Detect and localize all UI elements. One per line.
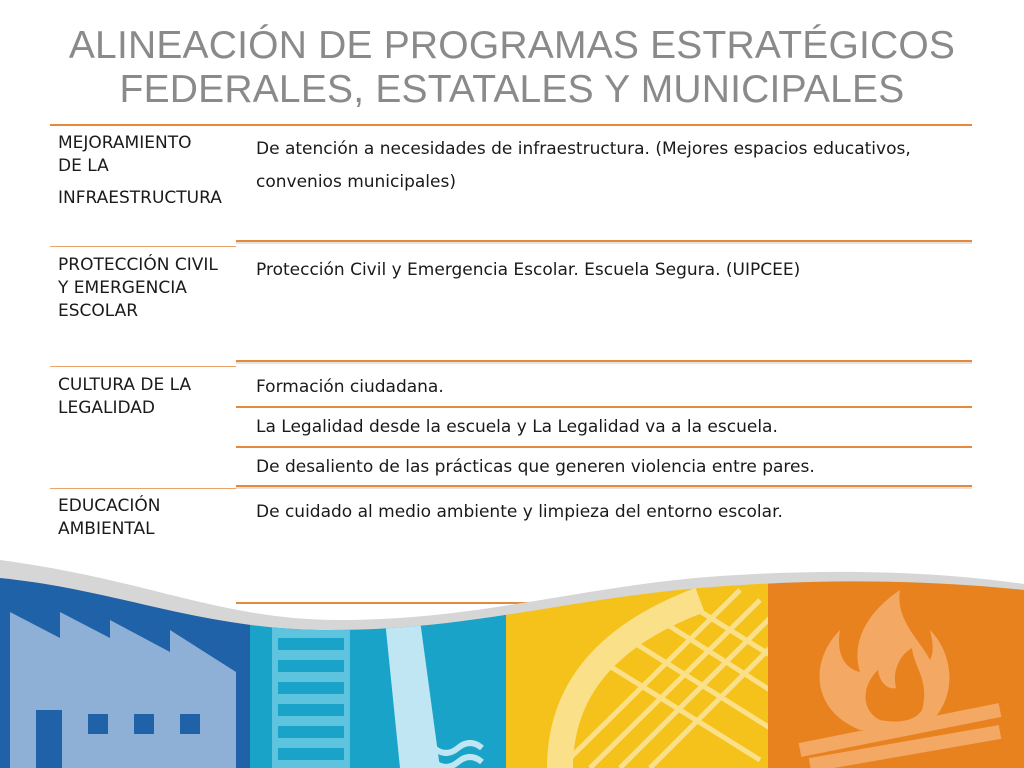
row-divider: [236, 446, 972, 448]
program-desaliento-violencia: De desaliento de las prácticas que generen violencia entre pares.: [256, 457, 815, 477]
slide-title-line-2: FEDERALES, ESTATALES Y MUNICIPALES: [119, 68, 905, 111]
table-top-rule: [50, 124, 972, 126]
row-divider: [236, 360, 972, 364]
factory-window-icon: [180, 714, 200, 734]
slide-title-line-1: ALINEACIÓN DE PROGRAMAS ESTRATÉGICOS: [68, 24, 956, 67]
category-line: EDUCACIÓN: [58, 496, 161, 516]
category-line: PROTECCIÓN CIVIL: [58, 255, 218, 275]
category-line: MEJORAMIENTO: [58, 133, 192, 153]
program-infraestructura: De atención a necesidades de infraestructura. (Mejores espacios educativos, convenios municipales): [256, 139, 911, 192]
slide-title: [20, 24, 1004, 112]
row-divider: [236, 406, 972, 408]
row-divider-category: [50, 488, 236, 489]
category-line: DE LA: [58, 156, 109, 176]
category-line: ESCOLAR: [58, 301, 139, 321]
category-educacion-ambiental: [58, 495, 230, 541]
category-line: AMBIENTAL: [58, 519, 155, 539]
program-educacion-ambiental: De cuidado al medio ambiente y limpieza del entorno escolar.: [256, 502, 783, 522]
category-cultura-legalidad: [58, 374, 230, 420]
category-line: INFRAESTRUCTURA: [58, 188, 222, 208]
program-legalidad-escuela: La Legalidad desde la escuela y La Legalidad va a la escuela.: [256, 417, 778, 437]
category-proteccion-civil: [58, 254, 230, 323]
factory-window-icon: [134, 714, 154, 734]
category-line: LEGALIDAD: [58, 398, 156, 418]
decorative-footer-art: [0, 560, 1024, 768]
row-divider: [236, 485, 972, 489]
row-divider: [236, 240, 972, 244]
factory-door-icon: [36, 710, 62, 768]
row-divider-category: [50, 246, 236, 247]
category-line: CULTURA DE LA: [58, 375, 192, 395]
factory-window-icon: [88, 714, 108, 734]
category-infraestructura: [58, 132, 230, 210]
program-proteccion-civil: Protección Civil y Emergencia Escolar. Escuela Segura. (UIPCEE): [256, 260, 801, 280]
program-formacion-ciudadana: Formación ciudadana.: [256, 377, 444, 397]
category-line: Y EMERGENCIA: [58, 278, 187, 298]
row-divider-category: [50, 366, 236, 367]
